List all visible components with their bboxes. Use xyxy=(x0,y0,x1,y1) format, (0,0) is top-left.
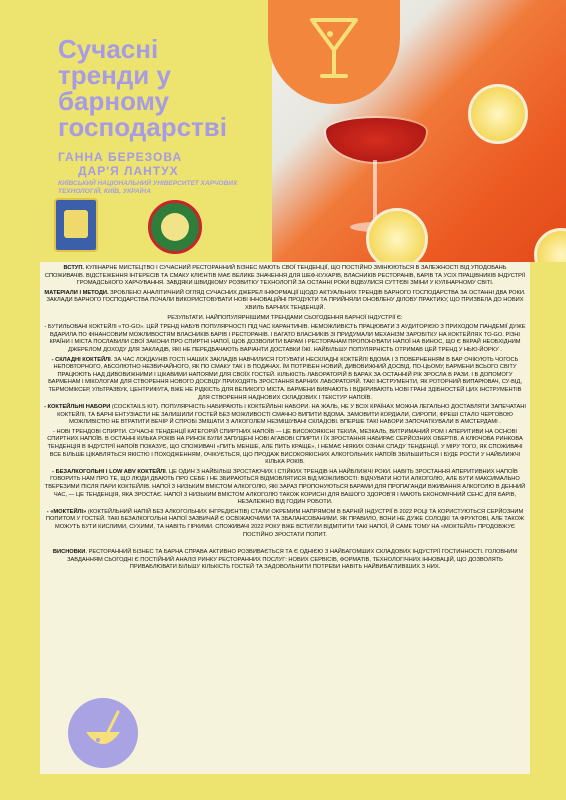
affiliation: КИЇВСЬКИЙ НАЦІОНАЛЬНИЙ УНІВЕРСИТЕТ ХАРЧОВИХ ТЕХНОЛОГІЙ, КИЇВ, УКРАЇНА xyxy=(58,180,238,195)
section-intro: ВСТУП. КУЛІНАРНЕ МИСТЕЦТВО І СУЧАСНИЙ РЕСТОРАННИЙ БІЗНЕС МАЮТЬ СВОЇ ТЕНДЕНЦІЇ, ЩО ПОСТІЙНО ЗМІНЮЮТЬСЯ В ЗАЛЕЖНОСТІ ВІД УПОДОБАНЬ СПОЖИВАЧІВ. ВІДСТЕЖЕННЯ ІНТЕРЕСІВ ТА СМАКУ КЛІЄНТІВ МАЄ ВЕЛИКЕ ЗНАЧЕННЯ ДЛЯ ШЕФ-КУХАРІВ, ВЛАСНИКІВ РЕСТОРАНІВ, БАРІВ ТА УСІХ ПРАЦІВНИКІВ ІНДУСТРІЇ ГРОМАДСЬКОГО ХАРЧУВАННЯ. ЗАВДЯКИ ШВИДКОМУ РОЗВИТКУ ТЕХНОЛОГІЙ ЗА ОСТАННІ РОКИ ВІДБУЛИСЯ СУТТЄВІ ЗМІНИ У КУЛІНАРНОМУ СВІТІ. xyxy=(44,265,526,287)
trend-new-spirits: - НОВІ ТРЕНДОВІ СПИРТИ. СУЧАСНІ ТЕНДЕНЦІЇ КАТЕГОРІЙ СПИРТНИХ НАПОЇВ — ЦЕ ВИСОКОЯКІСНІ ТЕКІЛА, МЕЗКАЛЬ, ВИТРИМАНИЙ РОМ І АПЕРИТИВИ НА ОСНОВІ СПИРТНИХ НАПОЇВ. В ОСТАННІ КІЛЬКА РОКІВ НА РИНОК БУЛИ ЗАПУЩЕНІ НОВІ АГАВОВІ СПИРТИ І ЇХ ЗРОСТАННЯ НАБИРАЄ СЕРЙОЗНИХ ОБЕРТІВ. А КЛЮЧОВА РИНКОВА ТЕНДЕНЦІЯ В ІНДУСТРІЇ НАПОЇВ ПОКАЗУЄ, ЩО СПОЖИВАЧІ «ПИТЬ МЕНШЕ, АЛЕ ПИТЬ КРАЩЕ», І НЕМАЄ НІЯКИХ ОЗНАК СПАДУ ТЕНДЕНЦІЇ. У МІРУ ТОГО, ЯК СПОЖИВАЧІ ВСЕ БІЛЬШЕ ЦІКАВЛЯТЬСЯ ЯКІСТЮ І ПОХОДЖЕННЯМ, ОЧІКУЄТЬСЯ, ЩО ПРОДАЖ ВИСОКОЯКІСНИХ АЛКОГОЛЬНИХ НАПОЇВ ЗБІЛЬШИТЬСЯ І БУДЕ РОСТИ У НАЙБЛИЖЧІ КІЛЬКА РОКІВ. xyxy=(47,428,523,466)
section-methods: МАТЕРІАЛИ І МЕТОДИ. ЗРОБЛЕНО АНАЛІТИЧНИЙ ОГЛЯД СУЧАСНИХ ДЖЕРЕЛ ІНФОРМАЦІЇ ЩОДО АКТУАЛЬНИХ ТРЕНДІВ БАРНОГО ГОСПОДАРСТВА ЗА ОСТАННІ ДВА РОКИ. ЗАКЛАДИ БАРНОГО ГОСПОДАРСТВА ПОЧАЛИ ВИКОРИСТОВУВАТИ НОВІ ІННОВАЦІЙНІ ПРОДУКТИ ТА ПРИЙНЯЛИ ОНОВЛЕНУ ДІЛОВУ ПРАКТИКУ, ЩО ПРИЗВЕЛА ДО НОВИХ ХВИЛЬ БАРНИХ ТЕНДЕНЦІЙ. xyxy=(44,289,526,311)
lemon-slice xyxy=(366,208,428,262)
author-name: ДАР'Я ЛАНТУХ xyxy=(78,164,179,178)
section-results: РЕЗУЛЬТАТИ. НАЙПОПУЛЯРНІШИМИ ТРЕНДАМИ СЬОГОДЕННЯ БАРНОЇ ІНДУСТРІЇ Є: xyxy=(167,314,403,321)
trend-to-go: - БУТИЛЬОВАНІ КОКТЕЙЛІ «TO-GO». ЦЕЙ ТРЕНД НАБУВ ПОПУЛЯРНОСТІ ПІД ЧАС КАРАНТИНІВ. НЕМОЖЛИВІСТЬ ПРАЦЮВАТИ З АУДИТОРІЄЮ З ПРИХОДОМ ПАНДЕМІЇ ДУЖЕ ВДАРИЛА ПО ФІНАНСОВИМ МОЖЛИВОСТЯМ ВЛАСНИКІВ БАРІВ І РЕСТОРАНІВ. І БАГАТО ВЛАСНИКІВ ЗІ ПРИДУМАЛИ МЕХАНІЗМ ЗАРОБІТКУ НА КОКТЕЙЛЯХ TO-GO. РІЗНІ КРАЇНИ І МІСТА ПОСЛАБИЛИ СВОЇ ЗАКОНИ ПРО СПИРТНІ НАПОЇ, ЩОБ ДОЗВОЛИТИ БАРАМ І РЕСТОРАНАМ ПРОПОНУВАТИ НАПОЇ НА ВИНОС, ЩО Є ВКРАЙ НЕОБХІДНИМ ДЖЕРЕЛОМ ДОХОДУ ДЛЯ ЗАКЛАДІВ, ЯКІ НЕ ПЕРЕДБАЧАЮТЬ ВАРІАНТИ ДОСТАВКИ ЇЖІ. НАЙБІЛЬШУ ПОПУЛЯРНІСТЬ ОТРИМАВ ЦЕЙ ТРЕНД У НЬЮ-ЙОРКУ . xyxy=(44,324,526,353)
trend-mocktails: - «МОКТЕЙЛІ» (КОКТЕЙЛЬНИЙ НАПІЙ БЕЗ АЛКОГОЛЬНИХ ІНГРЕДІЄНТІВ) СТАЛИ ОКРЕМИМ НАПРЯМОМ В БАРНІЙ ІНДУСТРІЇ В 2022 РОЦІ ТА КОРИСТУЮТЬСЯ СЕРЙОЗНИМ ПОПИТОМ У ГОСТЕЙ. ТАКІ БЕЗАЛКОГОЛЬНІ НАПОЇ ЗАЗВИЧАЙ Є ОСВІЖАЮЧИМИ ТА ЗБАЛАНСОВАНИМИ. ЯК ПРАВИЛО, ВОНИ НЕ ДУЖЕ СОЛОДКІ ТА ФРУКТОВІ, АЛЕ ТАКОЖ МОЖУТЬ БУТИ КИСЛИМИ, СУХИМИ, ТА НАВІТЬ ГІРКИМИ. СПОЖИВАЧІ 2022 РОКУ ВЖЕ ВСТИГЛИ ВІДМІТИТИ ТАКІ НАПОЇ, Й САМЕ ТОМУ НА «МОКТЕЙЛІ» ПРОДОВЖУЄ ПОСТІЙНО ЗРОСТАТИ ПОПИТ. xyxy=(45,508,525,538)
cocktail-glass-icon-badge xyxy=(268,0,400,104)
department-logo xyxy=(148,200,202,254)
university-logo xyxy=(54,198,98,252)
author-name: ГАННА БЕРЕЗОВА xyxy=(58,150,183,164)
cocktail-glass-icon xyxy=(268,0,400,104)
cocktail-glass-photo xyxy=(326,118,426,162)
coconut-drink-icon-badge xyxy=(68,698,138,768)
coconut-drink-icon xyxy=(68,698,138,768)
trend-cocktail-kits: - КОКТЕЙЛЬНІ НАБОРИ (COCKTAILS KIT). ПОПУЛЯРНІСТЬ НАБИРАЮТЬ І КОКТЕЙЛЬНІ НАБОРИ. НА ЖАЛЬ, НЕ У ВСІХ КРАЇНАХ МОЖНА ЛЕГАЛЬНО ДОСТАВЛЯТИ ЗАПЕЧАТАНІ КОКТЕЙЛІ, ТА БАРНІ ЕНТУЗІАСТИ НЕ ЗАЛИШИЛИ ГОСТЕЙ БЕЗ МОЖЛИВОСТІ СМАЧНО ВИПИТИ ВДОМА. ЗАМОВИТИ КОРДІАЛИ, СИРОПИ, ФРЕШІ СТАЛО ЧЕРГОВОЮ МОЖЛИВІСТЮ НЕ ВТРАТИТИ ВЕЧІР Й СПРОБІ ЗМІШАТИ З АЛКОГОЛЕМ НЕЗМІШУВАНІ СКЛАДОВІ. ВПЕРШЕ ТАКІ НАБОРИ ЗАПОЧАТКУВАЛИ В АМСТЕРДАМІ . xyxy=(44,404,526,426)
lemon-slice xyxy=(534,228,566,262)
poster-title: Сучасні тренди у барному господарстві xyxy=(58,34,227,142)
authors xyxy=(58,150,268,178)
trend-low-abv: - БЕЗАЛКОГОЛЬНІ І LOW ABV КОКТЕЙЛІ. ЦЕ ОДИН З НАЙБІЛЬШ ЗРОСТАЮЧИХ І СТІЙКИХ ТРЕНДІВ НА НАЙБЛИЖЧІ РОКИ. НАВІТЬ ЗРОСТАННЯ АПЕРИТИВНИХ НАПОЇВ ГОВОРИТЬ НАМ ПРО ТЕ, ЩО ЛЮДИ ДБАЮТЬ ПРО СЕБЕ І НЕ ЗБИРАЮТЬСЯ ВІДМОВЛЯТИСЯ ВІД МОЖЛИВОСТІ: ВІДЧУВАТИ НОТИ АЛКОГОЛЮ, АЛЕ БУТИ МАКСИМАЛЬНО ТВЕРЕЗИМИ ПІСЛЯ ПАРИ КОКТЕЙЛІВ. НАПОЇ З НИЗЬКИМ ВМІСТОМ АЛКОГОЛЮ, ЯКІ ЗАРАЗ ПРОПОНУЮТЬСЯ БАРАМИ ДЛЯ ПРОПАГАНДИ ВЖИВАННЯ АЛКОГОЛЮ В ДЕННИЙ ЧАС, — ЦЕ ТЕНДЕНЦІЯ, ЯКА ЗРОСТАЄ. НАПОЇ З НИЗЬКИМ ВМІСТОМ АЛКОГОЛЮ ТАКОЖ КОРИСНІ ДЛЯ ВАШОГО ЗДОРОВ'Я І МАЮТЬ ЕКОНОМІЧНИЙ СЕНС ДЛЯ БАРІВ, НЕЗАЛЕЖНО ВІД ГОДИН РОБОТИ. xyxy=(44,468,526,506)
lemon-slice xyxy=(468,84,528,144)
section-conclusions: ВИСНОВКИ. РЕСТОРАННИЙ БІЗНЕС ТА БАРНА СПРАВА АКТИВНО РОЗВИВАЄТЬСЯ ТА Є ОДНІЄЮ З НАЙБАГОМШИХ СКЛАДОВИХ ІНДУСТРІЇ ГОСТИННОСТІ. ГОЛОВНИМ ЗАВДАННЯМ СЬОГОДНІ Є ПОСТІЙНИЙ АНАЛІЗ РИНКУ РЕСТОРАННИХ ПОСЛУГ: НОВИХ СЕРВІСІВ, ФОРМАТІВ, ТЕХНОЛОГІЧНИХ ІННОВАЦІЙ, ЩО ДОЗВОЛЯТЬ ПРИВАБЛЮВАТИ БІЛЬШУ КІЛЬКІСТЬ ГОСТЕЙ ТА ЗАДОВОЛЬНИТИ ПОТРЕБИ НАВІТЬ НАЙВИБАГЛИВІШИХ З НИХ. xyxy=(52,549,518,571)
trend-complex-cocktails: - СКЛАДНІ КОКТЕЙЛІ. ЗА ЧАС ЛОКДАУНІВ ГОСТІ НАШИХ ЗАКЛАДІВ НАВЧИЛИСЯ ГОТУВАТИ НЕСКЛАДНІ КОКТЕЙЛІ ВДОМА І З ПОВЕРНЕННЯМ В БАР ОЧІКУЮТЬ ЧОГОСЬ НЕПОВТОРНОГО, АБСОЛЮТНО НЕЗВИЧАЙНОГО, ЯК ПО СМАКУ ТАК І В ПОДАЧАХ. ЇМ ПОТРІБЕН НОВИЙ, ДИВОВИЖНИЙ ДОСВІД. ПО-ЦЬОМУ, БАРМЕНИ ВСЬОГО СВІТУ ПРАЦЮЮТЬ НАД ДИВОВИЖНИМИ І ЦІКАВИМИ НАПОЯМИ ДЛЯ СВОЇХ ГОСТЕЙ. КІЛЬКІСТЬ ЛАБОРАТОРІЙ В БАРАХ ЗА ОСТАННІЙ РІК ЗРОСЛА В РАЗИ. І В ДОПОМОГУ БАРМЕНАМ І МІКОЛОГАМ ДЛЯ СТВОРЕННЯ НОВОГО ДОСВІДУ ПРИХОДЯТЬ ЗРОСТАННЯ БАРНИХ ЛАБОРАТОРІЙ. ТАКІ ІНСТРУМЕНТИ, ЯК РОТОРНИЙ ВИПАРЮВАЧ, СУ-ВІД, ТЕРМОМІКСЕР, УЛЬТРАЗВУК, ЦЕНТРИФУГА, ВЖЕ НЕ РІДКІСТЬ ДЛЯ ВЕЛИКОГО МІСТА. БАРМЕНИ ВИВЧАЮТЬ І ВІДКРИВАЮТЬ НОВІ ГРАНІ ЗДІБНОСТЕЙ ЦИХ ІНСТРУМЕНТІВ ДЛЯ СТВОРЕННЯ НАДНОВИХ СКЛАДОВИХ І ТЕКСТУР НАПОЇВ. xyxy=(48,356,522,401)
